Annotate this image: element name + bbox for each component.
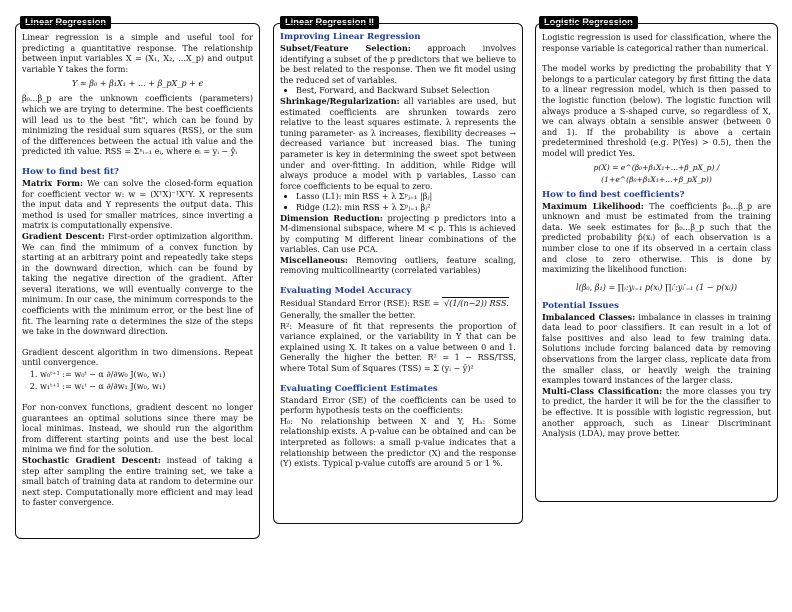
sgd-paragraph <box>22 455 253 508</box>
gd-step: 1. w₀ᵗ⁺¹ := w₀ᵗ − α ∂/∂w₀ J(w₀, w₁) <box>40 369 253 381</box>
rse-note: Generally, the smaller the better. <box>280 310 416 321</box>
imbalanced-text: imbalance in classes in training data lead to poor classifiers. It can result in a lot of false positives and also lead to few training data. Solutions include forcing balanced data by removing observations from the larger class, replicate data from the smaller class, or heavily weigh the training examples toward instances of the larger class. <box>542 311 771 386</box>
dimension-reduction-text: projecting p predictors into a M-dimensional subspace, where M < p. This is achieved by computing M different linear combinations of the variables. Can use PCA. <box>280 212 517 255</box>
gd-2d-paragraph: Gradient descent algorithm in two dimensions. Repeat until convergence. <box>22 346 253 368</box>
heading-best-fit: How to find best fit? <box>22 166 119 177</box>
max-likelihood-label: Maximum Likelihood: <box>542 200 644 211</box>
intro-paragraph: Linear regression is a simple and useful tool for predicting a quantitative response. The relationship between input variables X = (X₁, X₂, ...X_p) and output variable Y takes the form: <box>22 32 253 74</box>
gradient-descent-label: Gradient Descent: <box>22 230 105 241</box>
shrinkage-paragraph <box>280 96 516 191</box>
miscellaneous-text: Removing outliers, feature scaling, removing multicollinearity (correlated variables) <box>280 254 516 276</box>
model-equation: Y ≈ β₀ + β₁X₁ + ... + β_pX_p + ϵ <box>72 78 203 89</box>
likelihood-equation: l(β₀, β₁) = ∏ᵢ:yᵢ₌₁ p(xᵢ) ∏ᵢ′:yᵢ′₌₁ (1 − p(xᵢ)) <box>575 281 738 292</box>
gd-steps-list <box>22 369 253 392</box>
rse-formula: √(1/(n−2)) RSS. <box>444 298 509 309</box>
subset-paragraph <box>280 43 516 85</box>
subset-text: approach involves identifying a subset of the p predictors that we believe to be best related to the response. Then we fit model using the reduced set of variables. <box>280 43 516 85</box>
shrinkage-bullets <box>280 191 516 212</box>
lasso-bullet: • Lasso (L1): min RSS + λ Σᵖⱼ₌₁ |βⱼ| <box>296 191 516 202</box>
shrinkage-text: all variables are used, but estimated coefficients are shrunken towards zero relative to the least squares estimate. λ represents the tuning parameter- as λ increases, flexibility decreases → decreased variance but increased bias. The tuning parameter is key in determining the sweet spot between under and over-fitting. In addition, while Ridge will always produce a model with p variables, Lasso can force coefficients to be equal to zero. <box>280 95 516 191</box>
gradient-descent-text: First-order optimization algorithm. We can find the minimum of a convex function by starting at an arbitrary point and repeatedly take steps in the downward direction, which can be found by taking the negative direction of the gradient. After several iterations, we will eventually converge to the minimum. In our case, the minimum corresponds to the coefficients with the minimum error, or the best line of fit. The learning rate α determines the size of the steps we take in the downward direction. <box>22 230 253 337</box>
ridge-bullet: • Ridge (L2): min RSS + λ Σᵖⱼ₌₁ βⱼ² <box>296 202 516 213</box>
gradient-descent-paragraph <box>22 231 253 337</box>
subset-bullet: • Best, Forward, and Backward Subset Selection <box>296 85 516 96</box>
miscellaneous-label: Miscellaneous: <box>280 254 348 265</box>
dimension-reduction-paragraph <box>280 213 516 255</box>
imbalanced-paragraph <box>542 312 771 386</box>
gd-step: 2. w₁ᵗ⁺¹ := w₁ᵗ − α ∂/∂w₁ J(w₀, w₁) <box>40 381 253 393</box>
standard-error-paragraph: Standard Error (SE) of the coefficients can be used to perform hypothesis tests on the coefficients: <box>280 394 516 416</box>
r-squared-paragraph: R²: Measure of fit that represents the proportion of variance explained, or the variability in Y that can be explained using X. It takes on a value between 0 and 1. Generally the higher the better. R² = 1 − RSS/TSS, where Total Sum of Squares (TSS) = Σ (yᵢ − ȳ)² <box>280 320 516 374</box>
heading-evaluating-model: Evaluating Model Accuracy <box>280 286 412 297</box>
matrix-form-label: Matrix Form: <box>22 177 83 188</box>
max-likelihood-text: The coefficients β₀...β_p are unknown and must be estimated from the training data. We seek estimates for β₀...β_p such that the predicted probability p̂(xᵢ) of each observation is a number close to one if its observed in a certain class and close to zero otherwise. This is done by maximizing the likelihood function: <box>542 200 772 275</box>
miscellaneous-paragraph <box>280 255 516 276</box>
sgd-text: instead of taking a step after sampling the entire training set, we take a small batch of training data at random to determine our next step. Computationally more efficient and may lead to faster convergence. <box>22 455 253 508</box>
section-title-logistic-regression: Logistic Regression <box>539 16 638 29</box>
heading-potential-issues: Potential Issues <box>542 300 619 311</box>
max-likelihood-paragraph <box>542 201 771 275</box>
logistic-equation: p(X) = e^(β₀+β₁X₁+...+β_pX_p) / (1+e^(β₀+β₁X₁+...+β_pX_p)) <box>593 162 720 184</box>
multi-class-label: Multi-Class Classification: <box>542 385 663 396</box>
matrix-form-text: We can solve the closed-form equation for coefficient vector w: w = (XᵀX)⁻¹XᵀY. X represents the input data and Y represents the output data. This method is used for smaller matrices, since inverting a matrix is computationally expensive. <box>22 177 253 231</box>
heading-best-coefficients: How to find best coefficients? <box>542 189 685 200</box>
section-title-linear-regression-ii: Linear Regression II <box>280 16 379 29</box>
subset-label: Subset/Feature Selection: <box>280 43 411 53</box>
rse-paragraph <box>280 297 516 310</box>
logistic-intro-paragraph: Logistic regression is used for classification, where the response variable is categorical rather than numerical. <box>542 32 771 53</box>
params-paragraph: β₀...β_p are the unknown coefficients (parameters) which we are trying to determine. The best coefficients will lead us to the best "fit", which can be found by minimizing the residual sum squares (RSS), or the sum of the differences between the actual ith value and the predicted ith value. RSS = Σⁿᵢ₌₁ eᵢ, where eᵢ = yᵢ − ŷᵢ <box>22 93 253 157</box>
shrinkage-label: Shrinkage/Regularization: <box>280 95 400 106</box>
subset-bullets <box>280 85 516 96</box>
column-linear-regression <box>15 23 260 539</box>
dimension-reduction-label: Dimension Reduction: <box>280 212 383 223</box>
section-title-linear-regression: Linear Regression <box>20 16 111 29</box>
heading-evaluating-coefficients: Evaluating Coefficient Estimates <box>280 383 438 394</box>
multi-class-text: the more classes you try to predict, the harder it will be for the the classifier to be effective. It is possible with logistic regression, but another approach, such as Linear Discriminant Analysis (LDA), may prove better. <box>542 385 772 439</box>
nonconvex-paragraph: For non-convex functions, gradient descent no longer guarantees an optimal solutions since there may be local minimas. Instead, we should run the algorithm from different starting points and use the best local minima we find for the solution. <box>22 402 253 455</box>
heading-improving: Improving Linear Regression <box>280 32 421 42</box>
imbalanced-label: Imbalanced Classes: <box>542 311 636 322</box>
rse-text: Residual Standard Error (RSE): RSE = <box>280 298 440 309</box>
logistic-model-paragraph: The model works by predicting the probability that Y belongs to a particular category by first fitting the data to a linear regression model, which is then passed to the logistic function (below). The logistic function will always produce a S-shaped curve, so regardless of X, we can always obtain a sensible answer (between 0 and 1). If the probability is above a certain predetermined threshold (e.g. P(Yes) > 0.5), then the model will predict Yes. <box>542 63 771 158</box>
matrix-form-paragraph <box>22 178 253 231</box>
column-logistic-regression <box>535 23 778 502</box>
hypothesis-paragraph: H₀: No relationship between X and Y, Hₐ: Some relationship exists. A p-value can be obtained and can be interpreted as follows: a small p-value indicates that a relationship between the predictor (X) and the response (Y) exists. Typical p-value cutoffs are around 5 or 1 %. <box>280 415 516 469</box>
multi-class-paragraph <box>542 386 771 439</box>
column-linear-regression-ii <box>273 23 523 524</box>
sgd-label: Stochastic Gradient Descent: <box>22 455 161 465</box>
